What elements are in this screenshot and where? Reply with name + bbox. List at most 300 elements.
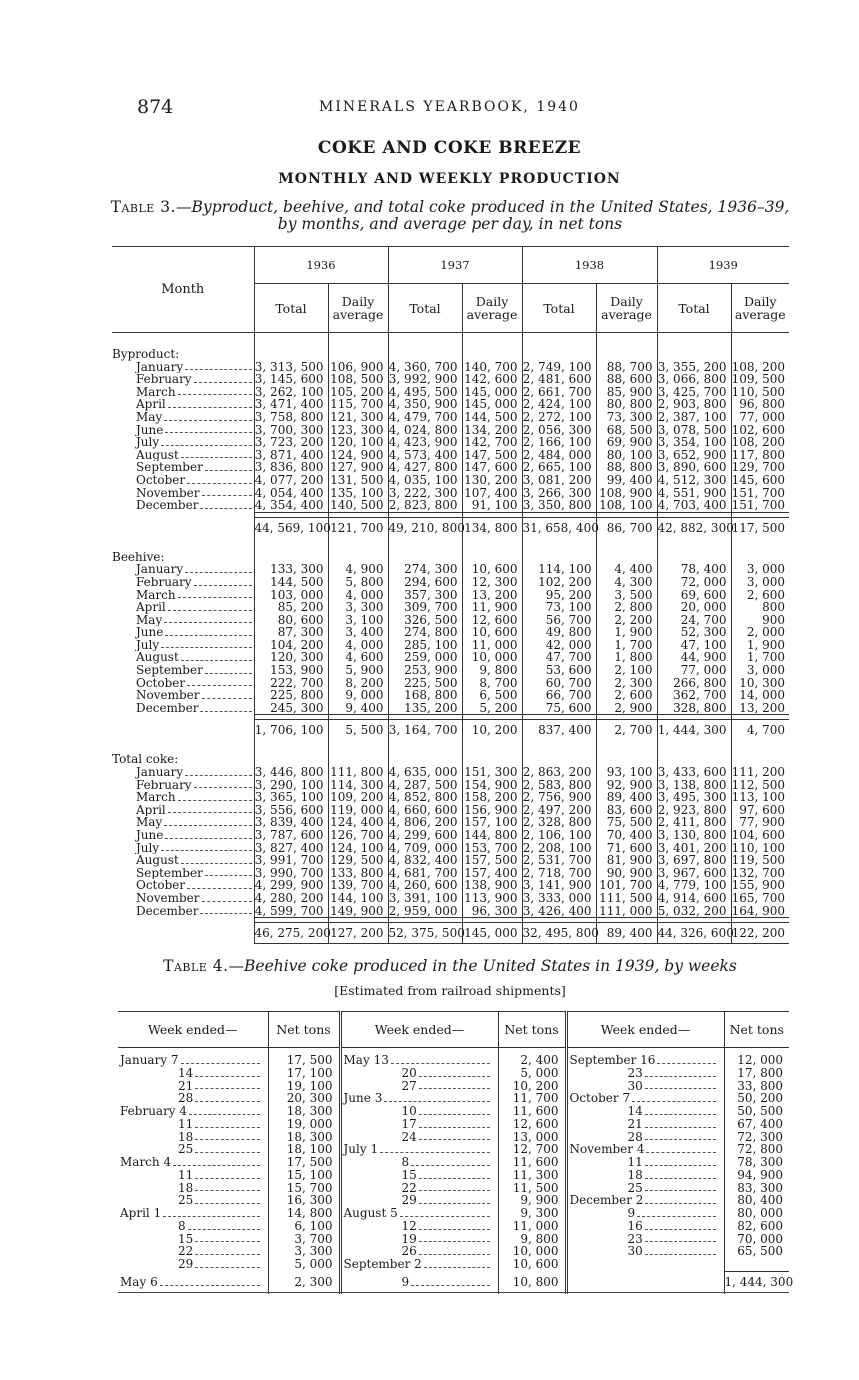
week-date: [570, 1207, 636, 1220]
table-cell: 78, 400: [657, 563, 731, 576]
row-label: [112, 576, 254, 589]
tons-cell: 10, 600: [498, 1258, 566, 1271]
week-day: 29: [401, 1193, 417, 1208]
leader-dots: [173, 1156, 259, 1166]
tons-cell: 6, 100: [268, 1220, 340, 1233]
table-cell: 4, 806, 200: [388, 816, 462, 829]
table-cell: 119, 000: [328, 804, 388, 817]
table-row: [112, 626, 789, 639]
table-cell: 115, 700: [328, 398, 388, 411]
blank-cell: [462, 348, 522, 361]
week-day: 30: [627, 1078, 643, 1093]
table-cell: 110, 100: [731, 842, 789, 855]
week-date: [344, 1092, 383, 1105]
table-cell: 4, 260, 600: [388, 879, 462, 892]
week-cell: [340, 1143, 498, 1156]
month-label-cell: [112, 892, 254, 905]
week-date: [344, 1054, 389, 1067]
total-cell: 32, 495, 800: [522, 923, 596, 944]
table-cell: 135, 100: [328, 487, 388, 500]
week-month: May: [120, 1275, 147, 1290]
table-cell: 123, 300: [328, 424, 388, 437]
leader-dots: [178, 589, 252, 599]
table-cell: 3, 471, 400: [254, 398, 328, 411]
month-label: October: [136, 879, 186, 892]
row-label: [112, 791, 254, 804]
month-label-cell: [112, 905, 254, 918]
week-cell: [340, 1207, 498, 1220]
tons-cell: 17, 800: [724, 1067, 789, 1080]
month-label-cell: [112, 867, 254, 880]
month-label-cell: [112, 879, 254, 892]
month-label-cell: [112, 373, 254, 386]
table-cell: 75, 600: [522, 702, 596, 715]
table-cell: 2, 056, 300: [522, 424, 596, 437]
group-label: Byproduct:: [112, 348, 180, 361]
table-cell: 9, 000: [328, 689, 388, 702]
table-cell: 3, 700, 300: [254, 424, 328, 437]
table-cell: 2, 000: [731, 626, 789, 639]
month-label: September: [136, 866, 203, 880]
leader-dots: [419, 1169, 490, 1179]
month-label: June: [136, 626, 164, 639]
net-tons-header: Net tons: [268, 1012, 340, 1048]
table-cell: 129, 700: [731, 461, 789, 474]
leader-dots: [195, 1092, 259, 1102]
leader-dots: [419, 1245, 490, 1255]
table-cell: 47, 100: [657, 639, 731, 652]
week-cell: [340, 1105, 498, 1118]
table-cell: 8, 200: [328, 677, 388, 690]
week-cell: [118, 1048, 268, 1067]
month-label-cell: [112, 639, 254, 652]
row-label: [112, 702, 254, 715]
month-label: April: [136, 803, 166, 817]
leader-dots: [384, 1092, 489, 1102]
month-label-cell: [112, 386, 254, 399]
leader-dots: [391, 1054, 490, 1064]
leader-dots: [632, 1092, 715, 1102]
table-cell: 124, 900: [328, 449, 388, 462]
row-label: [112, 436, 254, 449]
week-day: 18: [627, 1167, 643, 1182]
leader-dots: [164, 411, 251, 421]
week-cell: [118, 1271, 268, 1294]
blank-cell: [522, 348, 596, 361]
table-cell: 133, 800: [328, 867, 388, 880]
row-label: [112, 779, 254, 792]
table-cell: 4, 024, 800: [388, 424, 462, 437]
table-cell: 69, 900: [596, 436, 657, 449]
table-cell: 4, 427, 800: [388, 461, 462, 474]
row-label: [112, 461, 254, 474]
tons-cell: 16, 300: [268, 1194, 340, 1207]
month-label-cell: [112, 449, 254, 462]
table-cell: 3, 827, 400: [254, 842, 328, 855]
month-label-cell: [112, 436, 254, 449]
table-cell: 2, 718, 700: [522, 867, 596, 880]
week-day: 20: [401, 1065, 417, 1080]
week-ended-header: Week ended—: [118, 1012, 268, 1048]
table-cell: 3, 350, 800: [522, 499, 596, 512]
table-row: [118, 1233, 789, 1246]
tons-cell: 78, 300: [724, 1156, 789, 1169]
table-cell: 2, 106, 100: [522, 829, 596, 842]
table-cell: 357, 300: [388, 589, 462, 602]
week-label: [344, 1245, 492, 1258]
table-cell: 2, 863, 200: [522, 766, 596, 779]
total-cell: 42, 882, 300: [657, 517, 731, 538]
table-cell: 109, 500: [731, 373, 789, 386]
total-cell: 52, 375, 500: [388, 923, 462, 944]
leader-dots: [194, 576, 252, 586]
week-day: 3: [374, 1091, 383, 1106]
week-day: 7: [622, 1091, 631, 1106]
spacer-row: [112, 740, 789, 753]
week-cell: [340, 1169, 498, 1182]
total-cell: 2, 700: [596, 720, 657, 741]
table-cell: 3, 262, 100: [254, 386, 328, 399]
table3-label: Table 3.: [110, 198, 177, 216]
spacer-cell: [596, 538, 657, 551]
total-column-header: Total: [657, 284, 731, 333]
row-label: [112, 842, 254, 855]
week-day: 9: [627, 1206, 636, 1220]
week-day: 16: [640, 1053, 656, 1067]
table-cell: 2, 208, 100: [522, 842, 596, 855]
week-day: 29: [178, 1257, 194, 1272]
week-day: 6: [150, 1275, 158, 1290]
tons-cell: 67, 400: [724, 1118, 789, 1131]
spacer-cell: [657, 538, 731, 551]
table-row: [112, 373, 789, 386]
spacer-cell: [657, 740, 731, 753]
week-day: 1: [370, 1142, 379, 1157]
table4-title: —Beehive coke produced in the United States in 1939, by weeks: [228, 957, 737, 975]
tons-cell: 18, 300: [268, 1131, 340, 1144]
table-cell: 3, 758, 800: [254, 411, 328, 424]
month-label: June: [136, 423, 164, 437]
table-cell: 124, 400: [328, 816, 388, 829]
table-cell: 3, 495, 300: [657, 791, 731, 804]
month-label: May: [136, 816, 163, 829]
table-cell: 117, 800: [731, 449, 789, 462]
month-label-cell: [112, 487, 254, 500]
week-cell: [340, 1156, 498, 1169]
table-cell: 2, 903, 800: [657, 398, 731, 411]
table-cell: 3, 400: [328, 626, 388, 639]
leader-dots: [645, 1233, 716, 1243]
month-label-cell: [112, 689, 254, 702]
table-cell: 274, 300: [388, 563, 462, 576]
week-day: 9: [401, 1275, 410, 1290]
tons-cell: 80, 400: [724, 1194, 789, 1207]
total-cell: 837, 400: [522, 720, 596, 741]
table-cell: 44, 900: [657, 651, 731, 664]
month-label-cell: [112, 424, 254, 437]
table-cell: 13, 200: [462, 589, 522, 602]
table-cell: 121, 300: [328, 411, 388, 424]
week-cell: [566, 1067, 724, 1080]
leader-dots: [645, 1118, 716, 1128]
table-row: [118, 1220, 789, 1233]
table-cell: 3, 723, 200: [254, 436, 328, 449]
tons-cell: 65, 500: [724, 1245, 789, 1258]
month-label-cell: [112, 829, 254, 842]
spacer-cell: [328, 740, 388, 753]
table-cell: 168, 800: [388, 689, 462, 702]
week-day: 4: [179, 1104, 188, 1118]
leader-dots: [168, 398, 252, 408]
month-label: January: [136, 360, 184, 374]
table-cell: 2, 756, 900: [522, 791, 596, 804]
tons-cell: 11, 500: [498, 1182, 566, 1195]
table-cell: 3, 333, 000: [522, 892, 596, 905]
year-header-1936: 1936: [254, 247, 388, 284]
table-cell: 4, 299, 900: [254, 879, 328, 892]
table-cell: 3, 266, 300: [522, 487, 596, 500]
tons-cell: 12, 700: [498, 1143, 566, 1156]
month-label-cell: [112, 854, 254, 867]
row-label: [112, 905, 254, 918]
table-cell: 3, 138, 800: [657, 779, 731, 792]
week-day: 1: [153, 1206, 162, 1220]
table-cell: 3, 313, 500: [254, 361, 328, 374]
table-cell: 4, 914, 600: [657, 892, 731, 905]
total-cell: 44, 569, 100: [254, 517, 328, 538]
row-label: [112, 664, 254, 677]
week-day: 18: [178, 1129, 194, 1144]
week-label: [344, 1092, 492, 1105]
spacer-cell: [657, 333, 731, 349]
table3: [112, 246, 789, 944]
table-cell: 2, 959, 000: [388, 905, 462, 918]
table3-caption: [110, 199, 790, 233]
table-cell: 66, 700: [522, 689, 596, 702]
table-row: [112, 474, 789, 487]
daily-label: Daily: [475, 294, 509, 309]
week-label: [344, 1118, 492, 1131]
table-cell: 138, 900: [462, 879, 522, 892]
tons-cell: 12, 600: [498, 1118, 566, 1131]
table-cell: 158, 200: [462, 791, 522, 804]
week-day: 11: [627, 1155, 643, 1169]
table-cell: 134, 200: [462, 424, 522, 437]
table-cell: 73, 300: [596, 411, 657, 424]
table-cell: 140, 500: [328, 499, 388, 512]
table-cell: 88, 600: [596, 373, 657, 386]
month-label: February: [136, 778, 192, 792]
tons-cell: 14, 800: [268, 1207, 340, 1220]
table-cell: 113, 100: [731, 791, 789, 804]
spacer-cell: [254, 538, 328, 551]
daily-average-column-header: [328, 284, 388, 333]
leader-dots: [200, 702, 251, 712]
week-cell: [340, 1220, 498, 1233]
tons-cell: 11, 000: [498, 1220, 566, 1233]
week-cell: [566, 1092, 724, 1105]
net-tons-header: Net tons: [724, 1012, 789, 1048]
month-label-cell: [112, 842, 254, 855]
table-cell: 113, 900: [462, 892, 522, 905]
week-day: 23: [627, 1065, 643, 1080]
leader-dots: [181, 449, 252, 459]
week-label: [120, 1258, 262, 1271]
month-label-cell: [112, 474, 254, 487]
week-date: [344, 1258, 422, 1271]
spacer-cell: [462, 538, 522, 551]
row-label: [112, 639, 254, 652]
week-label: [344, 1233, 492, 1246]
row-label: [112, 816, 254, 829]
spacer-cell: [596, 333, 657, 349]
leader-dots: [645, 1245, 716, 1255]
table-cell: 20, 000: [657, 601, 731, 614]
tons-cell: 10, 800: [498, 1271, 566, 1294]
table-cell: 1, 900: [731, 639, 789, 652]
table-cell: 4, 354, 400: [254, 499, 328, 512]
leader-dots: [189, 1105, 259, 1115]
week-date: [344, 1156, 410, 1169]
leader-dots: [163, 1207, 259, 1217]
table-cell: 111, 200: [731, 766, 789, 779]
week-month: August: [343, 1206, 387, 1220]
leader-dots: [380, 1143, 489, 1153]
total-cell: 10, 200: [462, 720, 522, 741]
group-total-row: [112, 517, 789, 538]
table-cell: 3, 354, 100: [657, 436, 731, 449]
week-day: 11: [178, 1116, 194, 1131]
table-row: [118, 1080, 789, 1093]
table-cell: 12, 600: [462, 614, 522, 627]
month-label: May: [136, 410, 163, 424]
leader-dots: [205, 461, 252, 471]
week-cell: [340, 1245, 498, 1258]
week-cell: [340, 1118, 498, 1131]
month-label: December: [136, 904, 199, 918]
week-cell: [566, 1233, 724, 1246]
table-cell: 11, 900: [462, 601, 522, 614]
tons-cell: 94, 900: [724, 1169, 789, 1182]
table-cell: 285, 100: [388, 639, 462, 652]
table-cell: 97, 600: [731, 804, 789, 817]
week-day: 28: [178, 1091, 194, 1106]
tons-cell: 3, 300: [268, 1245, 340, 1258]
tons-cell: 12, 000: [724, 1048, 789, 1067]
table-row: [112, 829, 789, 842]
table-cell: 60, 700: [522, 677, 596, 690]
tons-cell: 18, 300: [268, 1105, 340, 1118]
total-cell: 89, 400: [596, 923, 657, 944]
table-cell: 104, 200: [254, 639, 328, 652]
week-date: [344, 1276, 410, 1289]
table-cell: 69, 600: [657, 589, 731, 602]
week-ended-header: Week ended—: [566, 1012, 724, 1048]
spacer-cell: [522, 740, 596, 753]
row-label: [112, 601, 254, 614]
week-day: 4: [163, 1155, 172, 1169]
table-cell: 2, 484, 000: [522, 449, 596, 462]
week-label: [344, 1169, 492, 1182]
table-row: [112, 766, 789, 779]
table-cell: 80, 600: [254, 614, 328, 627]
month-label-cell: [112, 791, 254, 804]
leader-dots: [195, 1245, 259, 1255]
leader-dots: [181, 1054, 260, 1064]
daily-label: Daily: [610, 294, 643, 309]
table-cell: 71, 600: [596, 842, 657, 855]
row-label: [112, 386, 254, 399]
table-cell: 10, 600: [462, 626, 522, 639]
month-label-cell: [112, 766, 254, 779]
week-label: [344, 1220, 492, 1233]
table-cell: 104, 600: [731, 829, 789, 842]
table-cell: 8, 700: [462, 677, 522, 690]
table-cell: 127, 900: [328, 461, 388, 474]
month-label: August: [136, 854, 179, 867]
leader-dots: [161, 842, 251, 852]
table-cell: 124, 100: [328, 842, 388, 855]
table-row: [118, 1194, 789, 1207]
leader-dots: [419, 1182, 490, 1192]
group-label: Total coke:: [112, 753, 179, 767]
table-cell: 99, 400: [596, 474, 657, 487]
leader-dots: [645, 1169, 716, 1179]
table-row: [118, 1169, 789, 1182]
table-cell: 103, 000: [254, 589, 328, 602]
table-cell: 2, 497, 200: [522, 804, 596, 817]
leader-dots: [178, 386, 252, 396]
table-cell: 3, 652, 900: [657, 449, 731, 462]
table-cell: 3, 300: [328, 601, 388, 614]
table-cell: 2, 661, 700: [522, 386, 596, 399]
week-cell: [340, 1271, 498, 1294]
blank-cell: [112, 720, 254, 741]
table-cell: 114, 100: [522, 563, 596, 576]
table-cell: 3, 401, 200: [657, 842, 731, 855]
week-date: [344, 1245, 417, 1258]
spacer-row: [112, 333, 789, 349]
table-cell: 3, 100: [328, 614, 388, 627]
table-cell: 3, 787, 600: [254, 829, 328, 842]
row-label: [112, 563, 254, 576]
month-label: July: [136, 841, 160, 855]
leader-dots: [168, 804, 252, 814]
table-cell: 225, 500: [388, 677, 462, 690]
leader-dots: [645, 1194, 715, 1204]
month-label: August: [136, 448, 179, 462]
table-cell: 151, 300: [462, 766, 522, 779]
table-cell: 3, 130, 800: [657, 829, 731, 842]
table-row: [118, 1092, 789, 1105]
table-cell: 2, 900: [596, 702, 657, 715]
tons-cell: 10, 000: [498, 1245, 566, 1258]
table-cell: 4, 035, 100: [388, 474, 462, 487]
table-cell: 142, 700: [462, 436, 522, 449]
week-day: 21: [178, 1078, 194, 1093]
week-label: [570, 1092, 718, 1105]
table-cell: 111, 500: [596, 892, 657, 905]
spacer-cell: [731, 740, 789, 753]
table-cell: 4, 512, 300: [657, 474, 731, 487]
week-day: 22: [401, 1180, 417, 1195]
table-cell: 4, 573, 400: [388, 449, 462, 462]
month-label-cell: [112, 702, 254, 715]
table-cell: 91, 100: [462, 499, 522, 512]
total-cell: 31, 658, 400: [522, 517, 596, 538]
table3-title-line2: by months, and average per day, in net tons: [277, 215, 623, 233]
tons-cell: 17, 100: [268, 1067, 340, 1080]
